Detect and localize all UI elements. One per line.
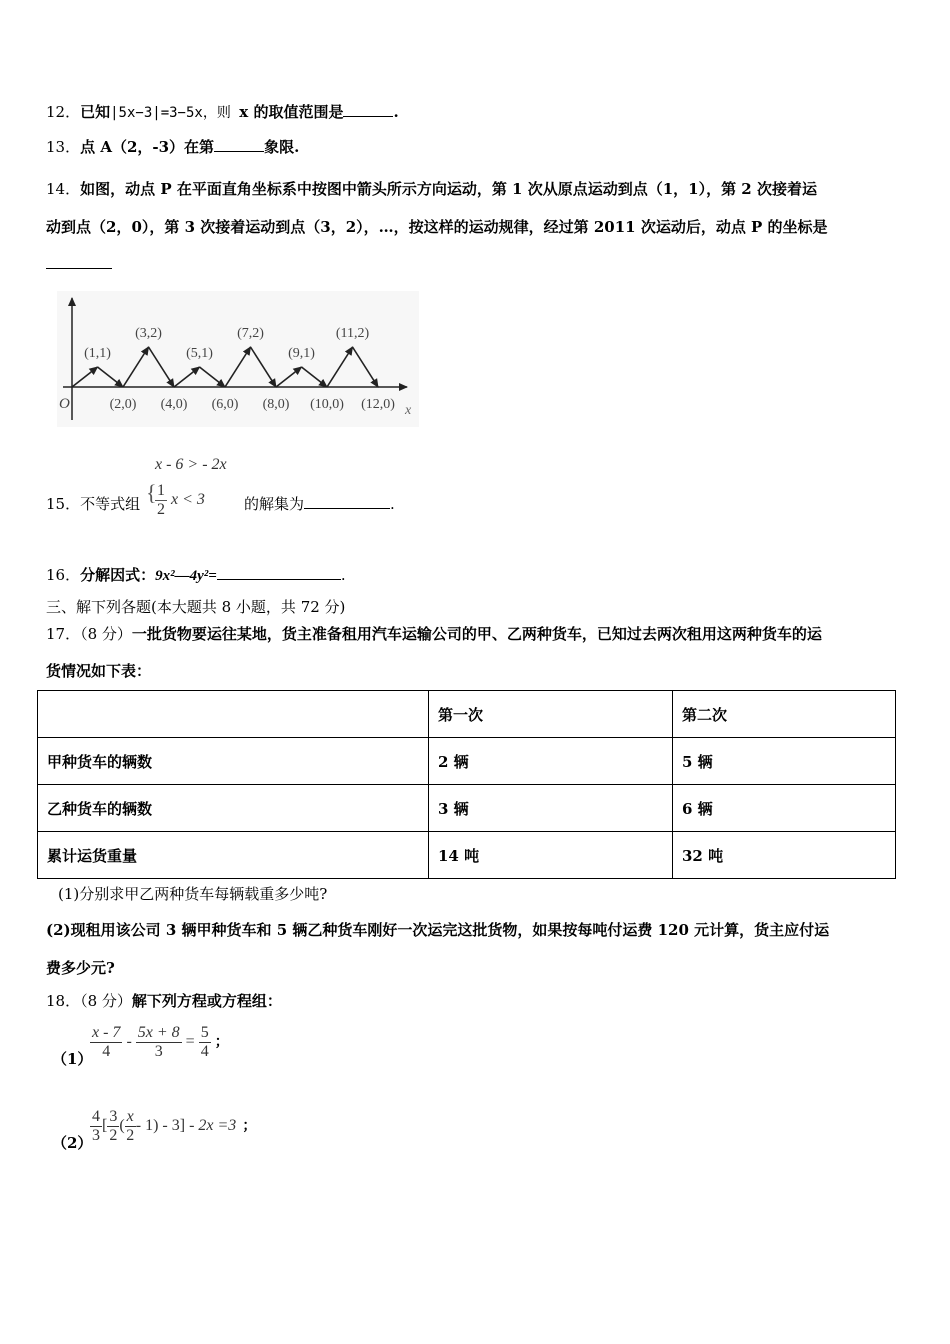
q18-part-2-label: （2） [52,1134,93,1152]
q13-answer-blank [214,137,264,152]
section-3-heading: 三、解下列各题(本大题共 8 小题，共 72 分) [46,598,346,616]
q15-inequality-2 [155,482,205,519]
q12-text-post: 的取值范围是 [248,103,344,121]
figure-point-label: (1,1) [84,346,111,361]
q17-score: （8 分） [80,625,132,643]
eq2-end: ； [242,1118,257,1135]
question-13 [46,137,299,157]
table-cell: 32 吨 [673,832,896,879]
table-row [38,832,896,879]
question-17-line-1 [46,624,822,644]
eq1-fraction-3 [199,1024,211,1061]
table-header-cell: 第一次 [429,691,673,738]
table-cell: 乙种货车的辆数 [38,785,429,832]
motion-segment [200,367,226,387]
figure-axis-point-label: (8,0) [262,397,290,412]
q17-sub-question-2-line-2: 费多少元? [46,959,115,977]
q15-inequality-1: x - 6 > - 2x [155,456,227,473]
q15-text: 不等式组 [80,495,141,513]
q18-score: （8 分） [80,992,132,1010]
eq1-equals: = [185,1033,195,1051]
eq2-fraction-c [125,1108,136,1145]
motion-segment [225,347,251,387]
q13-number: 13． [46,138,81,156]
question-12 [46,102,399,123]
q18-text: 解下列方程或方程组： [131,992,282,1010]
q12-var: x [239,103,249,121]
q15-brace: { [146,480,157,505]
table-header-row [38,691,896,738]
q18-equation-2 [90,1108,256,1145]
q14-number: 14． [46,180,81,198]
motion-segment [123,347,149,387]
table-cell: 5 辆 [673,738,896,785]
eq1-f2-num: 5x + 8 [137,1024,180,1041]
q17-number: 17． [46,625,81,643]
eq1-f3-den: 4 [200,1043,209,1060]
q18-part-1-label: （1） [52,1050,93,1068]
x-axis-label: x [405,403,412,418]
table-header-cell [38,691,429,738]
figure-axis-point-label: (6,0) [211,397,239,412]
table-cell: 14 吨 [429,832,673,879]
q17-sub-question-2-line-1: (2)现租用该公司 3 辆甲种货车和 5 辆乙种货车刚好一次运完这批货物，如果按每吨付运费 120 元计算，货主应付运 [46,921,830,939]
q12-text-mid: =3−5x，则 [160,105,240,121]
eq2-fraction-b [107,1108,119,1145]
q17-line1: 一批货物要运往某地，货主准备租用汽车运输公司的甲、乙两种货车，已知过去两次租用这两种货车的运 [131,625,822,643]
q16-number: 16． [46,566,81,584]
figure-axis-point-label: (2,0) [109,397,137,412]
q18-equation-1 [90,1024,229,1061]
figure-point-label: (3,2) [135,326,162,341]
figure-point-label: (9,1) [288,346,315,361]
motion-segment [98,367,124,387]
eq1-f1-den: 4 [102,1043,111,1060]
motion-segment [149,347,175,387]
q15-suffix-group [244,494,395,514]
q16-answer-blank [217,565,341,580]
eq2-mid-2: - 2x =3 [189,1117,237,1135]
q12-end: . [393,103,399,121]
q16-end: . [340,566,346,584]
q17-sub-question-1: (1)分别求甲乙两种货车每辆载重多少吨? [58,885,328,903]
eq1-f1-num: x - 7 [92,1024,121,1041]
eq2-a-num: 4 [92,1108,100,1125]
eq2-mid-1: - 1) - 3] [135,1117,186,1135]
question-17-line-2: 货情况如下表： [46,662,152,680]
q12-text-pre: 已知 [80,103,111,121]
table-header-cell: 第二次 [673,691,896,738]
motion-segment [327,347,353,387]
q13-text: 点 A（2，-3）在第 [80,138,215,156]
q15-suffix: 的解集为 [244,495,305,513]
motion-segment [276,367,302,387]
figure-point-label: (7,2) [237,326,264,341]
table-cell: 甲种货车的辆数 [38,738,429,785]
q15-fraction [155,482,167,519]
q13-end: 象限. [264,138,300,156]
q15-frac-num: 1 [157,482,165,499]
eq1-fraction-1 [90,1024,122,1061]
q15-frac-den: 2 [157,501,165,518]
q16-text: 分解因式： [80,566,156,584]
q12-abs: |5x−3| [110,105,161,121]
eq1-end: ； [214,1034,229,1051]
eq1-fraction-2 [136,1024,182,1061]
eq2-c-den: 2 [126,1127,135,1144]
table-cell: 累计运货重量 [38,832,429,879]
figure-axis-point-label: (10,0) [310,397,344,412]
motion-segment [174,367,200,387]
table-row [38,785,896,832]
eq2-a-den: 3 [92,1127,100,1144]
eq2-b-num: 3 [109,1108,118,1125]
question-14-line-1 [46,179,817,199]
motion-segment [302,367,328,387]
q12-number: 12． [46,103,81,121]
question-18 [46,991,282,1011]
figure-point-label: (11,2) [335,326,370,341]
eq2-b-den: 2 [109,1127,118,1144]
q14-answer-blank [46,258,112,269]
motion-segment [353,347,379,387]
eq2-paren: ( [119,1117,125,1135]
q18-number: 18． [46,992,81,1010]
eq1-f2-den: 3 [154,1043,163,1060]
table-cell: 2 辆 [429,738,673,785]
q15-ineq2-rest: x < 3 [171,491,205,509]
eq1-f3-num: 5 [200,1024,209,1041]
q15-answer-blank [304,494,390,509]
q14-line1: 如图，动点 P 在平面直角坐标系中按图中箭头所示方向运动，第 1 次从原点运动到点（1，1），第 2 次接着运 [80,180,817,198]
question-15 [46,494,140,514]
table-row [38,738,896,785]
motion-path [72,347,378,387]
q15-number: 15． [46,495,81,513]
figure-axis-point-label: (12,0) [361,397,395,412]
freight-table [37,690,896,879]
q12-answer-blank [343,102,393,117]
figure-axis-point-label: (4,0) [160,397,188,412]
table-cell: 3 辆 [429,785,673,832]
q15-end: . [390,495,395,513]
origin-label: O [59,396,70,412]
table-cell: 6 辆 [673,785,896,832]
eq2-fraction-a [90,1108,102,1145]
eq2-c-num: x [126,1108,134,1125]
question-16 [46,565,346,586]
motion-figure [55,288,425,428]
q16-expr: 9x²—4y²= [155,568,217,584]
eq1-minus: - [126,1033,132,1051]
motion-segment [251,347,277,387]
figure-point-label: (5,1) [186,346,213,361]
eq2-bracket: [ [102,1117,108,1135]
question-14-line-2: 动到点（2，0），第 3 次接着运动到点（3，2），…，按这样的运动规律，经过第 2011 次运动后，动点 P 的坐标是 [46,218,828,236]
motion-segment [72,367,98,387]
